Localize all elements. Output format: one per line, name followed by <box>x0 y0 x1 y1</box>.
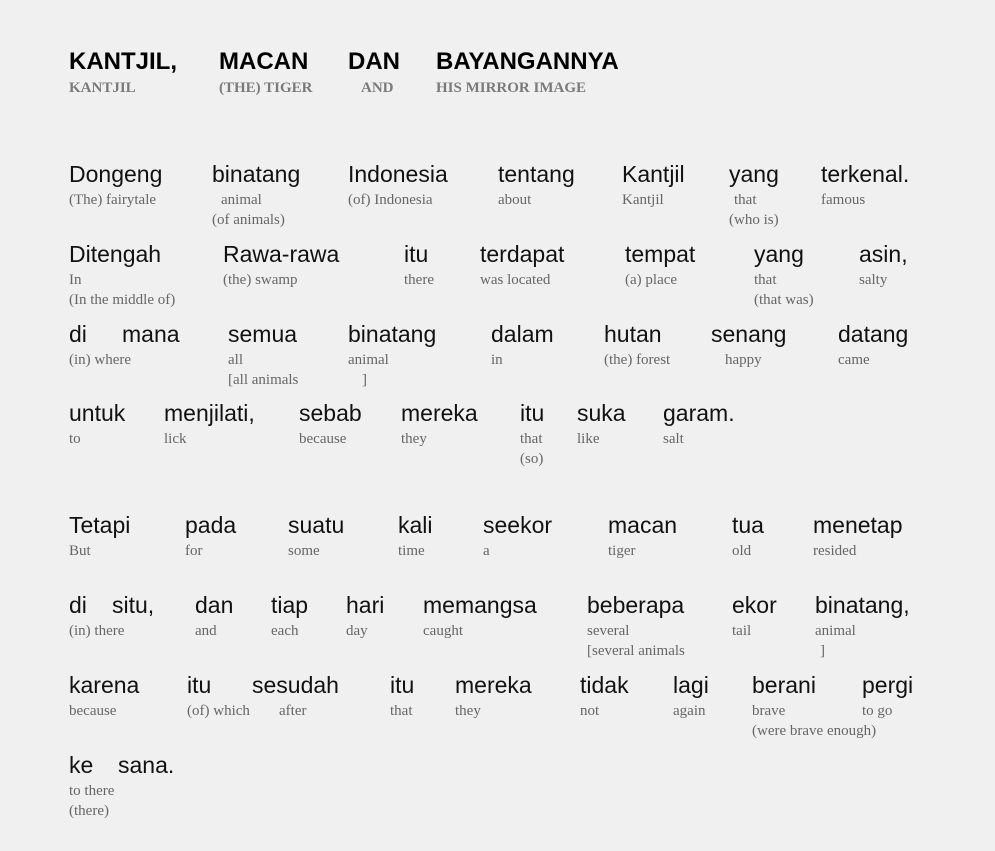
english-gloss: But <box>69 543 91 559</box>
english-gloss: famous <box>821 192 866 208</box>
english-gloss: several <box>587 623 630 639</box>
english-gloss: animal <box>348 352 389 368</box>
indonesian-word: suatu <box>288 512 345 538</box>
english-gloss: old <box>732 543 752 559</box>
english-gloss: and <box>195 623 217 639</box>
indonesian-word: binatang, <box>815 592 910 618</box>
english-gloss: (a) place <box>625 272 678 288</box>
indonesian-word: Ditengah <box>69 241 162 267</box>
title-word: MACAN <box>219 48 309 75</box>
title-word: DAN <box>348 48 400 75</box>
indonesian-word: itu <box>404 241 429 267</box>
indonesian-word: mana <box>122 321 180 347</box>
indonesian-word: tiap <box>271 592 309 618</box>
english-gloss-secondary: (who is) <box>729 212 779 228</box>
indonesian-word: datang <box>838 321 909 347</box>
indonesian-word: menetap <box>813 512 903 538</box>
title-gloss: HIS MIRROR IMAGE <box>436 80 587 96</box>
indonesian-word: terkenal. <box>821 161 910 187</box>
indonesian-word: situ, <box>112 592 155 618</box>
english-gloss: because <box>69 703 117 719</box>
indonesian-word: tua <box>732 512 764 538</box>
indonesian-word: terdapat <box>480 241 565 267</box>
english-gloss-secondary: ] <box>362 372 367 388</box>
indonesian-word: mereka <box>401 400 478 426</box>
english-gloss-secondary: [several animals <box>587 643 685 659</box>
indonesian-word: memangsa <box>423 592 537 618</box>
english-gloss: like <box>577 431 600 447</box>
english-gloss: to there <box>69 783 115 799</box>
indonesian-word: Kantjil <box>622 161 685 187</box>
english-gloss: animal <box>815 623 856 639</box>
indonesian-word: tempat <box>625 241 696 267</box>
indonesian-word: hutan <box>604 321 662 347</box>
indonesian-word: sana. <box>118 752 175 778</box>
english-gloss: that <box>520 431 543 447</box>
indonesian-word: ke <box>69 752 94 778</box>
english-gloss: that <box>754 272 777 288</box>
english-gloss-secondary: (were brave enough) <box>752 723 877 739</box>
english-gloss: some <box>288 543 320 559</box>
indonesian-word: di <box>69 321 87 347</box>
indonesian-word: binatang <box>212 161 301 187</box>
english-gloss: (of) which <box>187 703 250 719</box>
english-gloss: (in) there <box>69 623 125 639</box>
indonesian-word: Rawa-rawa <box>223 241 340 267</box>
indonesian-word: pada <box>185 512 237 538</box>
title-gloss: AND <box>361 80 394 96</box>
indonesian-word: asin, <box>859 241 908 267</box>
indonesian-word: beberapa <box>587 592 685 618</box>
english-gloss: all <box>228 352 243 368</box>
indonesian-word: lagi <box>673 672 709 698</box>
english-gloss-secondary: (so) <box>520 451 544 467</box>
indonesian-word: tentang <box>498 161 575 187</box>
indonesian-word: hari <box>346 592 385 618</box>
english-gloss: they <box>455 703 481 719</box>
indonesian-word: di <box>69 592 87 618</box>
english-gloss: not <box>580 703 600 719</box>
indonesian-word: dalam <box>491 321 554 347</box>
english-gloss: that <box>734 192 757 208</box>
indonesian-word: pergi <box>862 672 914 698</box>
english-gloss: to go <box>862 703 893 719</box>
english-gloss: again <box>673 703 706 719</box>
english-gloss: salty <box>859 272 888 288</box>
indonesian-word: karena <box>69 672 140 698</box>
indonesian-word: dan <box>195 592 234 618</box>
english-gloss: caught <box>423 623 463 639</box>
english-gloss: after <box>279 703 307 719</box>
indonesian-word: menjilati, <box>164 400 255 426</box>
english-gloss: resided <box>813 543 857 559</box>
title-gloss: (THE) TIGER <box>219 80 313 96</box>
english-gloss: time <box>398 543 425 559</box>
english-gloss: came <box>838 352 870 368</box>
english-gloss-secondary: ] <box>820 643 825 659</box>
english-gloss-secondary: (of animals) <box>212 212 285 228</box>
english-gloss: (of) Indonesia <box>348 192 433 208</box>
indonesian-word: untuk <box>69 400 126 426</box>
indonesian-word: suka <box>577 400 626 426</box>
english-gloss: (The) fairytale <box>69 192 157 208</box>
english-gloss: tiger <box>608 543 636 559</box>
indonesian-word: sesudah <box>252 672 339 698</box>
indonesian-word: semua <box>228 321 298 347</box>
indonesian-word: yang <box>754 241 804 267</box>
english-gloss: because <box>299 431 347 447</box>
english-gloss: to <box>69 431 81 447</box>
indonesian-word: mereka <box>455 672 532 698</box>
english-gloss: animal <box>221 192 262 208</box>
english-gloss: for <box>185 543 203 559</box>
english-gloss: day <box>346 623 368 639</box>
indonesian-word: Dongeng <box>69 161 163 187</box>
indonesian-word: Tetapi <box>69 512 131 538</box>
english-gloss: In <box>69 272 82 288</box>
english-gloss: about <box>498 192 532 208</box>
title-gloss: KANTJIL <box>69 80 136 96</box>
indonesian-word: itu <box>187 672 212 698</box>
english-gloss: that <box>390 703 413 719</box>
english-gloss: each <box>271 623 299 639</box>
indonesian-word: yang <box>729 161 779 187</box>
indonesian-word: ekor <box>732 592 777 618</box>
english-gloss: (the) swamp <box>223 272 298 288</box>
indonesian-word: binatang <box>348 321 437 347</box>
indonesian-word: senang <box>711 321 787 347</box>
indonesian-word: itu <box>390 672 415 698</box>
indonesian-word: garam. <box>663 400 735 426</box>
english-gloss: brave <box>752 703 786 719</box>
indonesian-word: macan <box>608 512 678 538</box>
english-gloss: a <box>483 543 490 559</box>
english-gloss-secondary: (In the middle of) <box>69 292 176 308</box>
english-gloss-secondary: (there) <box>69 803 109 819</box>
title-word: BAYANGANNYA <box>436 48 619 75</box>
indonesian-word: seekor <box>483 512 553 538</box>
title-word: KANTJIL, <box>69 48 177 75</box>
english-gloss: Kantjil <box>622 192 664 208</box>
english-gloss-secondary: (that was) <box>754 292 814 308</box>
english-gloss: lick <box>164 431 187 447</box>
english-gloss: there <box>404 272 434 288</box>
english-gloss-secondary: [all animals <box>228 372 299 388</box>
indonesian-word: berani <box>752 672 816 698</box>
indonesian-word: tidak <box>580 672 629 698</box>
english-gloss: was located <box>480 272 551 288</box>
indonesian-word: itu <box>520 400 545 426</box>
english-gloss: tail <box>732 623 752 639</box>
indonesian-word: Indonesia <box>348 161 448 187</box>
english-gloss: salt <box>663 431 684 447</box>
indonesian-word: sebab <box>299 400 362 426</box>
english-gloss: in <box>491 352 503 368</box>
english-gloss: they <box>401 431 427 447</box>
english-gloss: (in) where <box>69 352 132 368</box>
english-gloss: (the) forest <box>604 352 671 368</box>
english-gloss: happy <box>725 352 762 368</box>
indonesian-word: kali <box>398 512 433 538</box>
